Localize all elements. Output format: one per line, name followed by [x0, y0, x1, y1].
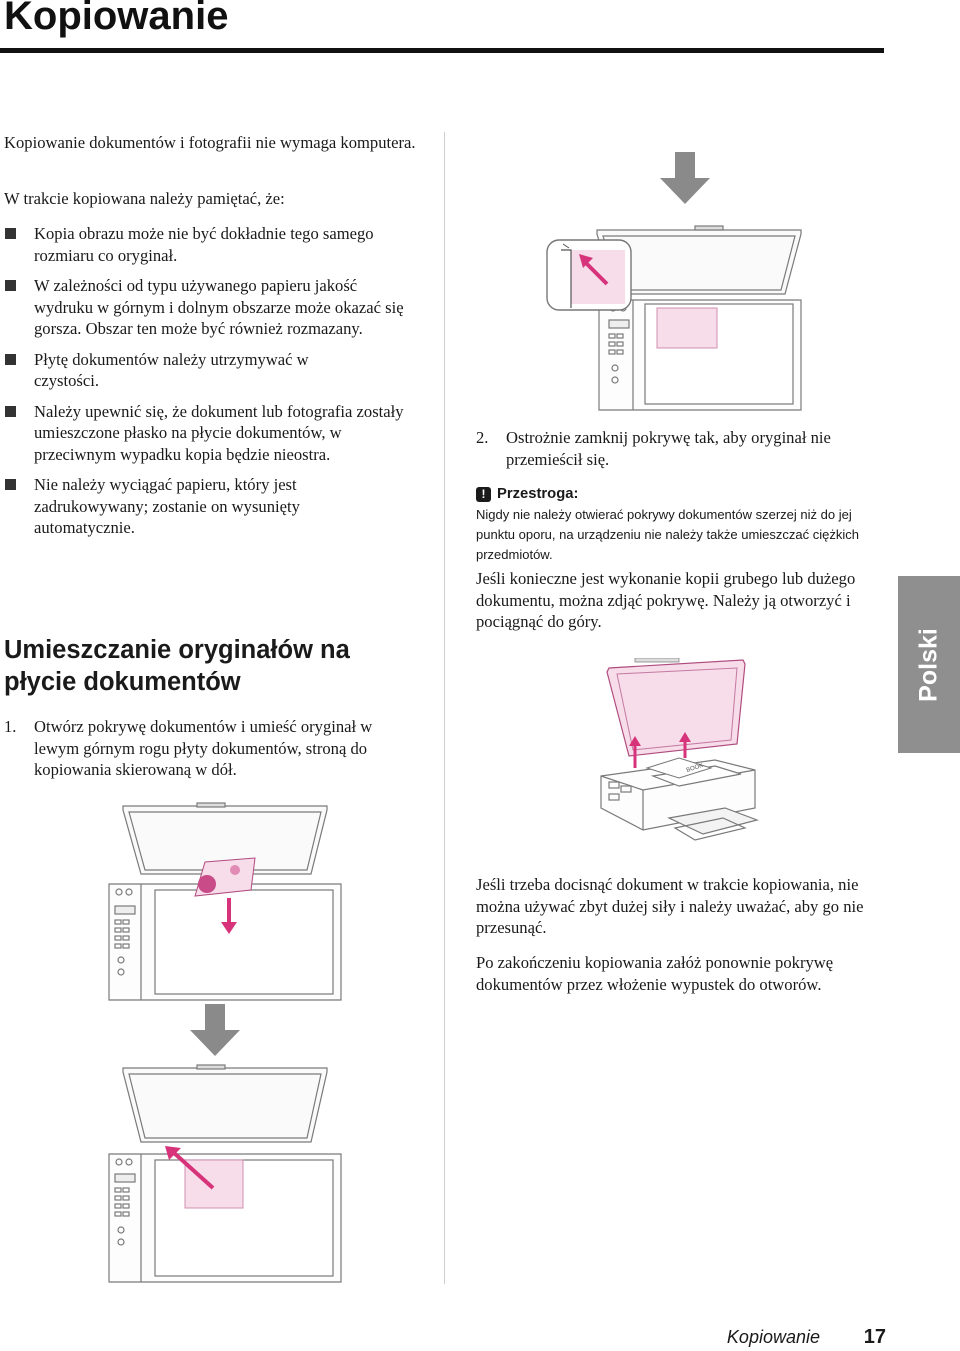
step-number: 2.: [476, 428, 489, 447]
scanner-corner-illustration: [545, 224, 807, 412]
thick-document-paragraph: Jeśli konieczne jest wykonanie kopii grubego lub dużego dokumentu, można zdjąć pokrywę. Należy ją otworzyć i pociągnąć do góry.: [476, 569, 856, 631]
step-text: Ostrożnie zamknij pokrywę tak, aby oryginał nie przemieścił się.: [506, 428, 831, 469]
caution-text: Nigdy nie należy otwierać pokrywy dokumentów szerzej niż do jej punktu oporu, na urządzeniu nie należy także umieszczać ciężkich przedmiotów.: [476, 507, 859, 562]
title-rule: [0, 48, 884, 53]
scanner-open-lid-illustration: [105, 800, 345, 1010]
list-item: Kopia obrazu może nie być dokładnie tego samego rozmiaru co oryginał.: [4, 223, 404, 266]
section-heading: Umieszczanie oryginałów na płycie dokumentów: [4, 636, 350, 696]
column-divider: [444, 132, 445, 1284]
intro-lead: W trakcie kopiowana należy pamiętać, że:: [4, 189, 285, 208]
language-side-tab: [898, 576, 960, 753]
page-number: 17: [863, 1326, 886, 1348]
down-arrow-icon: [190, 1004, 240, 1056]
down-arrow-icon: [660, 152, 710, 204]
intro-paragraph: Kopiowanie dokumentów i fotografii nie wymaga komputera.: [4, 133, 416, 152]
footer-section-name: Kopiowanie: [726, 1327, 820, 1347]
press-document-paragraph: Jeśli trzeba docisnąć dokument w trakcie kopiowania, nie można używać zbyt dużej siły i należy uważać, aby go nie przesunąć.: [476, 875, 864, 937]
printer-lid-removal-illustration: [595, 658, 765, 844]
bullet-list: [4, 223, 404, 548]
step-2: [476, 427, 886, 470]
scanner-glass-illustration: [105, 1062, 345, 1290]
list-item: Należy upewnić się, że dokument lub fotografia zostały umieszczone płasko na płycie dokumentów, w przeciwnym wypadku kopia będzie nieostra.: [4, 401, 404, 466]
caution-box: [476, 485, 886, 565]
warning-icon: !: [476, 487, 491, 502]
list-item: Nie należy wyciągać papieru, który jest zadrukowywany; zostanie on wysunięty automatycznie.: [4, 474, 404, 539]
page-title: Kopiowanie: [4, 0, 229, 38]
after-copy-paragraph: Po zakończeniu kopiowania załóż ponownie pokrywę dokumentów przez włożenie wypustek do otworów.: [476, 953, 834, 994]
bullet-square-icon: [5, 479, 16, 490]
caution-title: Przestroga:: [497, 486, 579, 502]
step-text: Otwórz pokrywę dokumentów i umieść oryginał w lewym górnym rogu płyty dokumentów, stroną do kopiowania skierowaną w dół.: [34, 717, 373, 779]
bullet-square-icon: [5, 228, 16, 239]
bullet-square-icon: [5, 406, 16, 417]
list-item: W zależności od typu używanego papieru jakość wydruku w górnym i dolnym obszarze może okazać się gorsza. Obszar ten może być również rozmazany.: [4, 275, 404, 340]
step-number: 1.: [4, 717, 17, 736]
bullet-square-icon: [5, 280, 16, 291]
step-1: [4, 716, 416, 781]
book-label: BOOK: [685, 762, 705, 774]
list-item: Płytę dokumentów należy utrzymywać w czystości.: [4, 349, 354, 392]
bullet-square-icon: [5, 354, 16, 365]
language-label: Polski: [914, 627, 943, 702]
